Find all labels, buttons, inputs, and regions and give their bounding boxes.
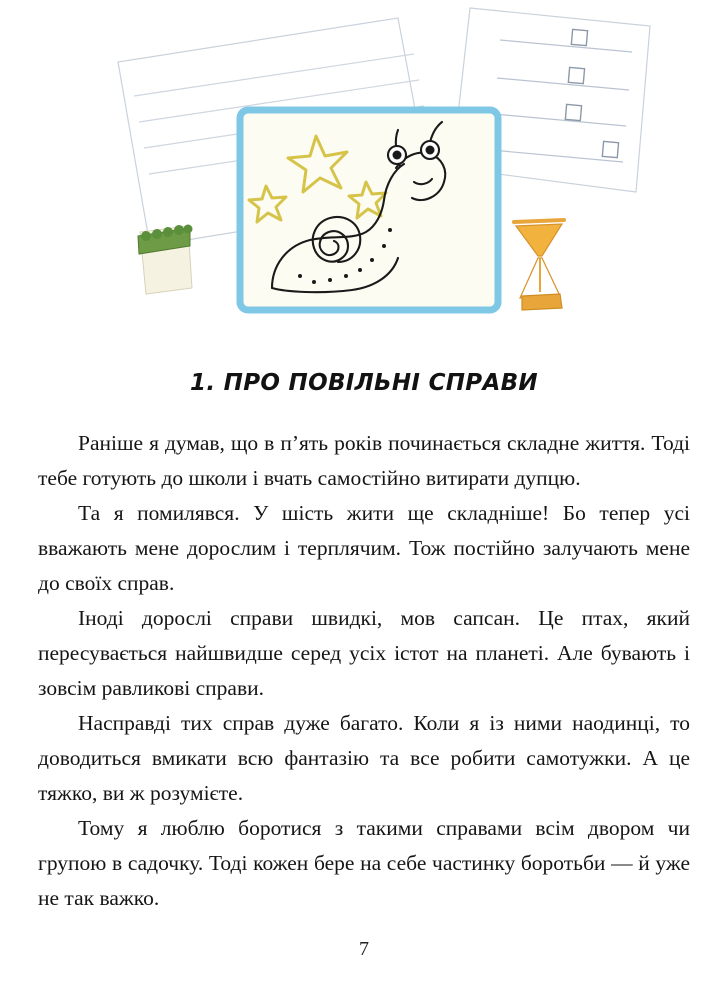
chapter-text: [38, 370, 690, 916]
paragraph: Іноді дорослі справи швидкі, мов сапсан. Це птах, який пересувається найшвидше серед усіх істот на планеті. Але бувають і зовсім равликові справи.: [38, 606, 690, 700]
page-number: 7: [359, 938, 369, 960]
paragraph: Раніше я думав, що в п’ять років починається складне життя. Тоді тебе готують до школи і вчать самостійно витирати дупцю.: [38, 431, 690, 490]
hourglass-icon: [514, 220, 564, 310]
paragraph: Тому я люблю боротися з такими справами всім двором чи групою в садочку. Тоді кожен бере на себе частинку боротьби — й уже не так важко.: [38, 816, 690, 910]
cake-slice: [138, 225, 193, 295]
paragraph: Та я помилявся. У шість жити ще складніше! Бо тепер усі вважають мене дорослим і терплячим. Тож постійно залучають мене до своїх справ.: [38, 501, 690, 595]
chapter-title: 1. ПРО ПОВІЛЬНІ СПРАВИ: [190, 370, 538, 396]
paragraph: Насправді тих справ дуже багато. Коли я із ними наодинці, то доводиться вмикати всю фантазію та все робити самотужки. А це тяжко, ви ж розумієте.: [38, 711, 690, 805]
illustration-svg: [0, 0, 728, 350]
chapter-illustration: [0, 0, 728, 350]
